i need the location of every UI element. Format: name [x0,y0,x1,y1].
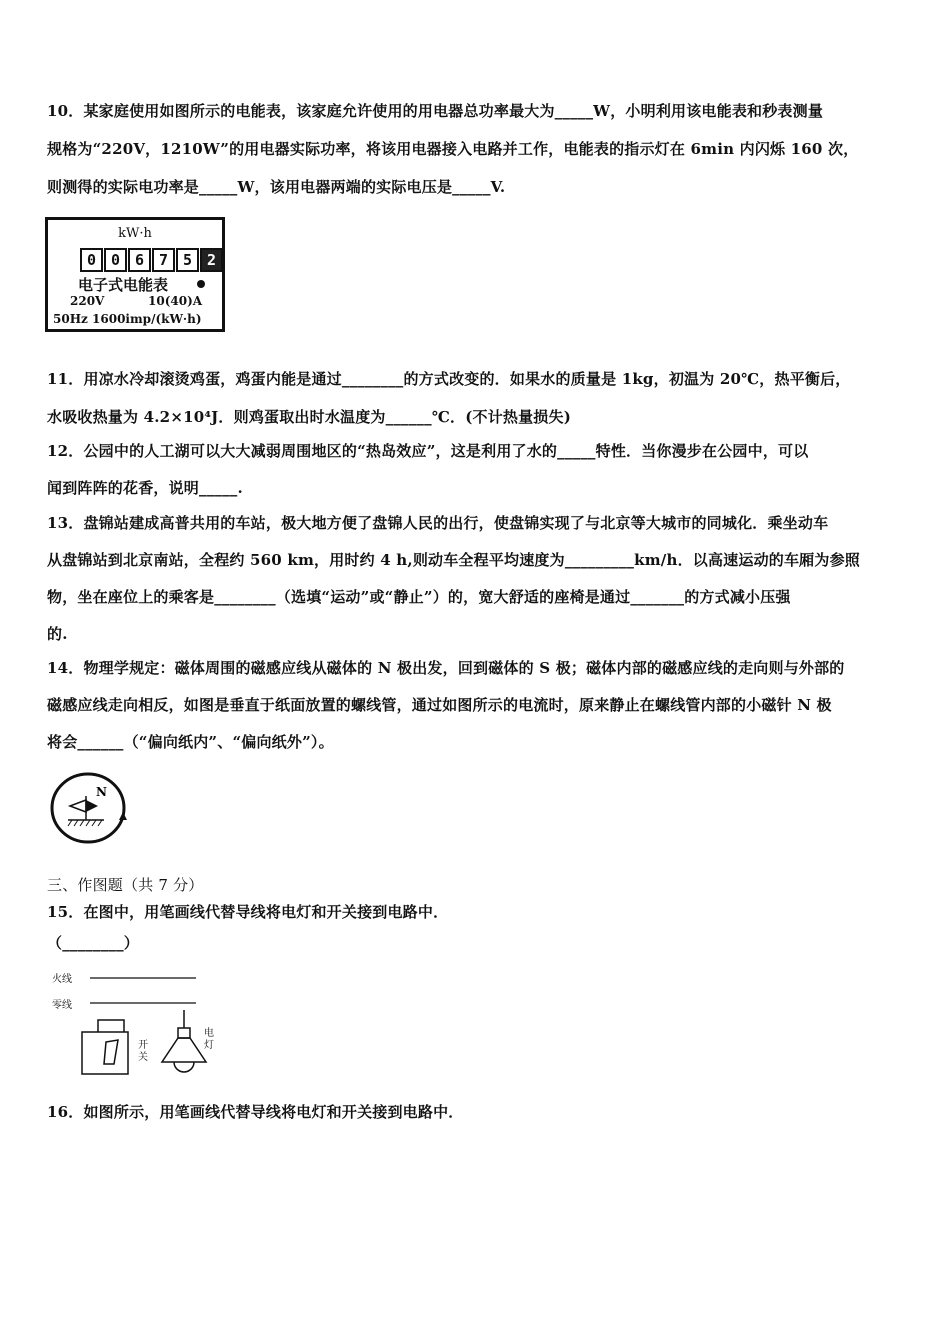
q15-line1: 15．在图中，用笔画线代替导线将电灯和开关接到电路中． [47,903,449,921]
meter-digit: 7 [152,248,175,272]
switch-icon [104,1040,118,1064]
q14-line1: 14．物理学规定：磁体周围的磁感应线从磁体的 N 极出发，回到磁体的 S 极；磁体内部的磁感应线的走向则与外部的 [47,659,845,677]
q10-line2: 规格为“220V，1210W”的用电器实际功率，将该用电器接入电路并工作，电能表的指示灯在 6min 内闪烁 160 次， [47,140,859,158]
q13-line1: 13．盘锦站建成高普共用的车站，极大地方便了盘锦人民的出行，使盘锦实现了与北京等大城市的同城化．乘坐动车 [47,514,829,532]
q15-answer-blank: （________） [47,934,140,952]
q12-line1: 12．公园中的人工湖可以大大减弱周围地区的“热岛效应”，这是利用了水的_____特性．当你漫步在公园中，可以 [47,442,809,460]
meter-name: 电子式电能表 [78,276,169,294]
meter-digit: 5 [176,248,199,272]
lamp-socket [178,1028,190,1038]
q10-line3: 则测得的实际电功率是_____W，该用电器两端的实际电压是_____V. [47,178,506,196]
q13-line3: 物，坐在座位上的乘客是________（选填“运动”或“静止”）的，宽大舒适的座椅是通过_______的方式减小压强 [47,588,791,606]
q10-line1: 10．某家庭使用如图所示的电能表，该家庭允许使用的用电器总功率最大为_____W，小明利用该电能表和秒表测量 [47,102,824,120]
q16-line1: 16．如图所示，用笔画线代替导线将电灯和开关接到电路中． [47,1103,464,1121]
lamp-bulb-icon [174,1062,194,1072]
meter-digit: 0 [80,248,103,272]
section-heading: 三、作图题（共 7 分） [47,876,204,894]
q13-line2: 从盘锦站到北京南站，全程约 560 km，用时约 4 h,则动车全程平均速度为_________km/h．以高速运动的车厢为参照 [47,551,860,569]
meter-digit: 6 [128,248,151,272]
energy-meter-figure [45,217,225,332]
lamp-shade-icon [162,1038,206,1062]
indicator-light-icon [197,280,205,288]
q11-line2: 水吸收热量为 4.2×10⁴J．则鸡蛋取出时水温度为______℃．(不计热量损失) [47,408,571,426]
switch-wire [98,1020,124,1032]
q11-line1: 11．用凉水冷却滚烫鸡蛋，鸡蛋内能是通过________的方式改变的．如果水的质量是 1kg，初温为 20℃，热平衡后， [47,370,851,388]
neutral-wire-label: 零线 [52,1000,72,1011]
circuit-figure [80,970,220,1090]
current-arrow-icon [119,812,127,820]
switch-label: 开关 [138,1040,148,1063]
meter-digit: 0 [104,248,127,272]
q14-line2: 磁感应线走向相反，如图是垂直于纸面放置的螺线管，通过如图所示的电流时，原来静止在螺线管内部的小磁针 N 极 [47,696,832,714]
q14-line3: 将会______（“偏向纸内”、“偏向纸外”）。 [47,733,334,751]
needle-n-label: N [96,785,107,799]
meter-digits [80,248,224,272]
meter-spec: 50Hz 1600imp/(kW·h) [53,312,202,326]
meter-current: 10(40)A [148,294,203,308]
live-wire-label: 火线 [52,974,72,985]
meter-unit: kW·h [118,226,152,241]
q12-line2: 闻到阵阵的花香，说明_____. [47,479,243,497]
lamp-label: 电灯 [204,1028,214,1051]
solenoid-figure [46,768,136,848]
meter-voltage: 220V [70,294,105,308]
magnetic-needle-icon [70,800,86,812]
meter-digit-decimal: 2 [200,248,223,272]
magnetic-needle-north-icon [86,800,98,812]
q13-line4: 的. [47,625,68,643]
